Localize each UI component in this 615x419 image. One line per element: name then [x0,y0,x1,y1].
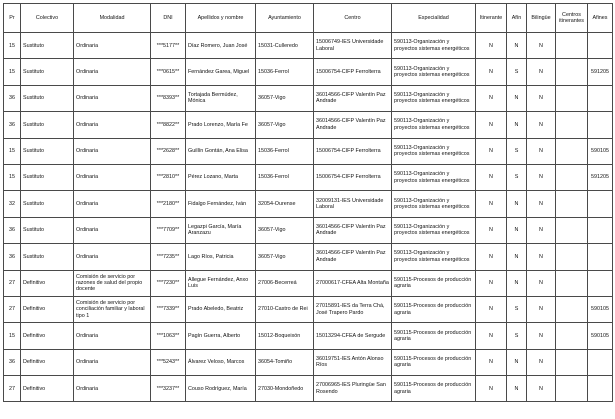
header-especialidad: Especialidad [392,4,476,33]
cell-modalidad: Comisión de servicio por conciliación familiar y laboral tipo 1 [74,296,151,322]
cell-especialidad: 590113-Organización y proyectos sistemas energéticos [392,217,476,243]
cell-bilingue: N [527,164,556,190]
cell-centro: 36014566-CIFP Valentín Paz Andrade [314,217,392,243]
cell-pr: 27 [4,270,21,296]
cell-ayuntamiento: 36057-Vigo [256,244,314,270]
cell-afines: 591205 [588,59,613,85]
cell-apellidos-nombre: Pérez Lozano, Marta [186,164,256,190]
cell-especialidad: 590115-Procesos de producción agraria [392,376,476,402]
header-colectivo: Colectivo [21,4,74,33]
header-row [4,4,613,33]
cell-dni: ***5177** [151,33,186,59]
cell-bilingue: N [527,138,556,164]
cell-especialidad: 590115-Procesos de producción agraria [392,270,476,296]
cell-centro: 27006965-IES Pluringüe San Rosendo [314,376,392,402]
cell-especialidad: 590113-Organización y proyectos sistemas energéticos [392,59,476,85]
cell-afin: N [507,191,527,217]
cell-especialidad: 590115-Procesos de producción agraria [392,296,476,322]
cell-afines [588,85,613,111]
cell-colectivo: Sustituto [21,112,74,138]
cell-centros-itinerantes [556,323,588,349]
cell-afin: S [507,296,527,322]
header-bilingue: Bilingüe [527,4,556,33]
cell-dni: ***7235** [151,244,186,270]
cell-centros-itinerantes [556,33,588,59]
cell-afines [588,112,613,138]
cell-ayuntamiento: 27010-Castro de Rei [256,296,314,322]
cell-itinerante: N [476,323,507,349]
cell-centros-itinerantes [556,85,588,111]
cell-apellidos-nombre: Prado Abeledo, Beatriz [186,296,256,322]
cell-itinerante: N [476,244,507,270]
cell-modalidad: Ordinaria [74,191,151,217]
header-afines: Afines [588,4,613,33]
header-pr: Pr [4,4,21,33]
header-afin: Afín [507,4,527,33]
cell-afin: N [507,112,527,138]
cell-centros-itinerantes [556,270,588,296]
cell-apellidos-nombre: Prado Lorenzo, María Fe [186,112,256,138]
cell-pr: 36 [4,85,21,111]
cell-dni: ***0615** [151,59,186,85]
table-row [4,59,613,85]
table-row [4,349,613,375]
cell-apellidos-nombre: Allegue Fernández, Anxo Luis [186,270,256,296]
table-row [4,217,613,243]
header-dni: DNI [151,4,186,33]
cell-colectivo: Sustituto [21,33,74,59]
cell-colectivo: Definitivo [21,376,74,402]
cell-colectivo: Sustituto [21,138,74,164]
cell-centro: 27000617-CFEA Alta Montaña [314,270,392,296]
cell-bilingue: N [527,296,556,322]
cell-ayuntamiento: 27030-Mondoñedo [256,376,314,402]
cell-centros-itinerantes [556,59,588,85]
cell-bilingue: N [527,33,556,59]
cell-colectivo: Sustituto [21,191,74,217]
header-ayuntamiento: Ayuntamiento [256,4,314,33]
cell-ayuntamiento: 36057-Vigo [256,112,314,138]
cell-ayuntamiento: 15036-Ferrol [256,164,314,190]
cell-centros-itinerantes [556,217,588,243]
cell-ayuntamiento: 32054-Ourense [256,191,314,217]
cell-pr: 36 [4,112,21,138]
cell-especialidad: 590113-Organización y proyectos sistemas energéticos [392,244,476,270]
cell-afines: 590105 [588,296,613,322]
cell-itinerante: N [476,85,507,111]
cell-dni: ***7230** [151,270,186,296]
cell-afin: N [507,217,527,243]
cell-colectivo: Definitivo [21,270,74,296]
cell-afin: N [507,349,527,375]
cell-apellidos-nombre: Fidalgo Fernández, Iván [186,191,256,217]
cell-especialidad: 590113-Organización y proyectos sistemas energéticos [392,33,476,59]
cell-especialidad: 590113-Organización y proyectos sistemas energéticos [392,191,476,217]
cell-itinerante: N [476,376,507,402]
cell-dni: ***2628** [151,138,186,164]
table-row [4,85,613,111]
cell-especialidad: 590113-Organización y proyectos sistemas energéticos [392,112,476,138]
cell-ayuntamiento: 15036-Ferrol [256,138,314,164]
cell-afin: S [507,59,527,85]
cell-bilingue: N [527,270,556,296]
cell-bilingue: N [527,191,556,217]
cell-colectivo: Definitivo [21,349,74,375]
cell-itinerante: N [476,296,507,322]
cell-pr: 15 [4,323,21,349]
cell-itinerante: N [476,112,507,138]
header-centros-itinerantes: Centros itinerantes [556,4,588,33]
cell-centros-itinerantes [556,112,588,138]
cell-afines: 590105 [588,323,613,349]
cell-afin: N [507,33,527,59]
table-row [4,33,613,59]
cell-centros-itinerantes [556,164,588,190]
cell-afin: N [507,270,527,296]
table-row [4,244,613,270]
table-row [4,138,613,164]
cell-pr: 15 [4,138,21,164]
cell-especialidad: 590115-Procesos de producción agraria [392,349,476,375]
cell-colectivo: Sustituto [21,85,74,111]
cell-centro: 15013294-CFEA de Sergude [314,323,392,349]
cell-itinerante: N [476,164,507,190]
cell-modalidad: Ordinaria [74,323,151,349]
cell-centro: 36014566-CIFP Valentín Paz Andrade [314,85,392,111]
cell-dni: ***7339** [151,296,186,322]
cell-bilingue: N [527,349,556,375]
cell-colectivo: Sustituto [21,217,74,243]
cell-dni: ***1063** [151,323,186,349]
cell-ayuntamiento: 15012-Boqueixón [256,323,314,349]
cell-afin: N [507,244,527,270]
cell-bilingue: N [527,59,556,85]
cell-bilingue: N [527,217,556,243]
cell-ayuntamiento: 36057-Vigo [256,217,314,243]
cell-afin: S [507,323,527,349]
cell-apellidos-nombre: Álvarez Veloso, Marcos [186,349,256,375]
cell-bilingue: N [527,85,556,111]
cell-ayuntamiento: 15036-Ferrol [256,59,314,85]
cell-centros-itinerantes [556,244,588,270]
cell-afin: N [507,85,527,111]
cell-bilingue: N [527,376,556,402]
cell-centro: 15006749-IES Universidade Laboral [314,33,392,59]
cell-itinerante: N [476,33,507,59]
cell-afines [588,191,613,217]
cell-dni: ***2810** [151,164,186,190]
table-row [4,296,613,322]
cell-modalidad: Ordinaria [74,138,151,164]
cell-bilingue: N [527,323,556,349]
cell-bilingue: N [527,244,556,270]
cell-itinerante: N [476,217,507,243]
cell-centro: 36019751-IES Antón Alonso Ríos [314,349,392,375]
cell-pr: 15 [4,59,21,85]
cell-apellidos-nombre: Couso Rodríguez, María [186,376,256,402]
cell-afines: 590105 [588,138,613,164]
cell-afines [588,244,613,270]
table-row [4,323,613,349]
cell-especialidad: 590115-Procesos de producción agraria [392,323,476,349]
cell-pr: 36 [4,349,21,375]
cell-afin: N [507,376,527,402]
cell-afines [588,33,613,59]
cell-modalidad: Ordinaria [74,85,151,111]
cell-apellidos-nombre: Fernández Garea, Miguel [186,59,256,85]
cell-centros-itinerantes [556,349,588,375]
cell-modalidad: Ordinaria [74,33,151,59]
cell-afines [588,217,613,243]
cell-centro: 36014566-CIFP Valentín Paz Andrade [314,112,392,138]
cell-pr: 36 [4,244,21,270]
cell-itinerante: N [476,59,507,85]
cell-ayuntamiento: 36054-Tomiño [256,349,314,375]
cell-colectivo: Definitivo [21,323,74,349]
cell-bilingue: N [527,112,556,138]
cell-afines [588,270,613,296]
header-apellidos-nombre: Apellidos y nombre [186,4,256,33]
cell-centro: 15006754-CIFP Ferrolterra [314,59,392,85]
cell-pr: 36 [4,217,21,243]
cell-afines: 591205 [588,164,613,190]
cell-afines [588,349,613,375]
cell-modalidad: Ordinaria [74,376,151,402]
cell-dni: ***7709** [151,217,186,243]
table-row [4,164,613,190]
cell-centros-itinerantes [556,376,588,402]
cell-centro: 36014566-CIFP Valentín Paz Andrade [314,244,392,270]
cell-centro: 15006754-CIFP Ferrolterra [314,164,392,190]
cell-especialidad: 590113-Organización y proyectos sistemas energéticos [392,138,476,164]
cell-centro: 27015891-IES da Terra Chá, José Trapero Pardo [314,296,392,322]
cell-pr: 15 [4,33,21,59]
cell-modalidad: Comisión de servicio por razones de salud del propio docente [74,270,151,296]
cell-centros-itinerantes [556,296,588,322]
cell-modalidad: Ordinaria [74,164,151,190]
cell-pr: 27 [4,296,21,322]
cell-ayuntamiento: 36057-Vigo [256,85,314,111]
assignments-table [3,3,613,402]
table-body [4,33,613,402]
table-row [4,270,613,296]
cell-modalidad: Ordinaria [74,217,151,243]
cell-dni: ***2180** [151,191,186,217]
cell-dni: ***8822** [151,112,186,138]
cell-itinerante: N [476,138,507,164]
header-centro: Centro [314,4,392,33]
cell-itinerante: N [476,191,507,217]
cell-apellidos-nombre: Guillín Gontán, Ana Elisa [186,138,256,164]
cell-centro: 15006754-CIFP Ferrolterra [314,138,392,164]
cell-colectivo: Sustituto [21,244,74,270]
cell-pr: 32 [4,191,21,217]
cell-ayuntamiento: 15031-Culleredo [256,33,314,59]
cell-colectivo: Sustituto [21,59,74,85]
table-row [4,376,613,402]
cell-apellidos-nombre: Díaz Romero, Juan José [186,33,256,59]
cell-apellidos-nombre: Pagín Guerra, Alberto [186,323,256,349]
cell-dni: ***8393** [151,85,186,111]
table-row [4,191,613,217]
cell-afin: S [507,164,527,190]
cell-especialidad: 590113-Organización y proyectos sistemas energéticos [392,85,476,111]
cell-afin: S [507,138,527,164]
cell-colectivo: Definitivo [21,296,74,322]
cell-centros-itinerantes [556,191,588,217]
cell-pr: 15 [4,164,21,190]
cell-apellidos-nombre: Lago Ríos, Patricia [186,244,256,270]
cell-modalidad: Ordinaria [74,349,151,375]
cell-dni: ***3237** [151,376,186,402]
cell-modalidad: Ordinaria [74,59,151,85]
cell-itinerante: N [476,270,507,296]
header-itinerante: Itinerante [476,4,507,33]
cell-itinerante: N [476,349,507,375]
cell-apellidos-nombre: Legazpi García, María Aranzazu [186,217,256,243]
header-modalidad: Modalidad [74,4,151,33]
cell-dni: ***5243** [151,349,186,375]
cell-modalidad: Ordinaria [74,244,151,270]
cell-afines [588,376,613,402]
cell-especialidad: 590113-Organización y proyectos sistemas energéticos [392,164,476,190]
cell-pr: 27 [4,376,21,402]
cell-modalidad: Ordinaria [74,112,151,138]
table-row [4,112,613,138]
cell-ayuntamiento: 27006-Becerreá [256,270,314,296]
cell-centros-itinerantes [556,138,588,164]
cell-apellidos-nombre: Tortajada Bermúdez, Mónica [186,85,256,111]
cell-colectivo: Sustituto [21,164,74,190]
cell-centro: 32009131-IES Universidade Laboral [314,191,392,217]
